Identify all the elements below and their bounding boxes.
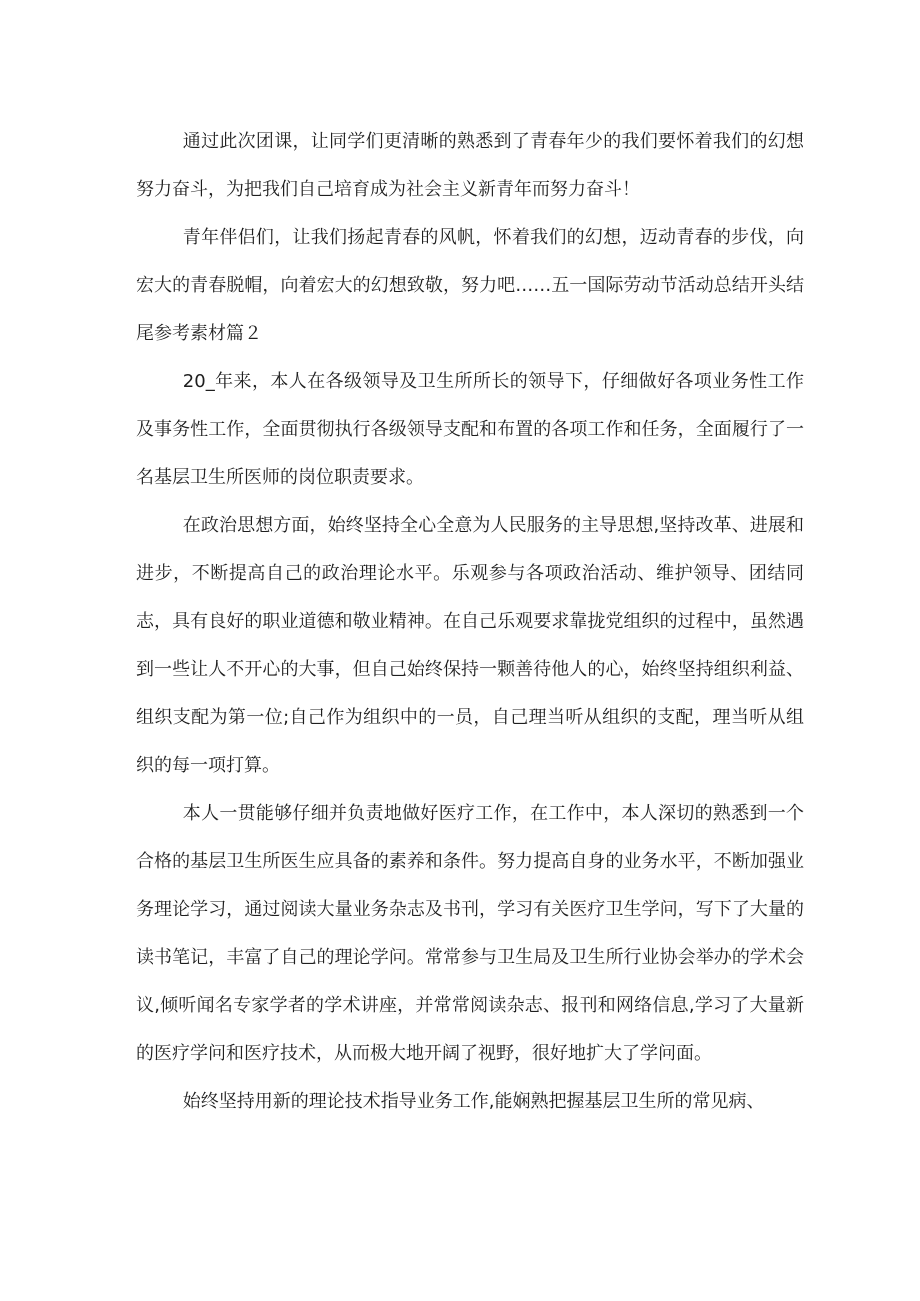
paragraph-4: 在政治思想方面，始终坚持全心全意为人民服务的主导思想,坚持改革、进展和进步，不断提高自己的政治理论水平。乐观参与各项政治活动、维护领导、团结同志，具有良好的职业道德和敬业精神。在自己乐观要求靠拢党组织的过程中，虽然遇到一些让人不开心的大事，但自己始终保持一颗善待他人的心，始终坚持组织利益、组织支配为第一位;自己作为组织中的一员，自己理当听从组织的支配，理当听从组织的每一项打算。 bbox=[136, 515, 804, 776]
paragraph-2: 青年伴侣们，让我们扬起青春的风帆，怀着我们的幻想，迈动青春的步伐，向宏大的青春脱帽，向着宏大的幻想致敬，努力吧……五一国际劳动节活动总结开头结尾参考素材篇２ bbox=[136, 227, 804, 344]
paragraph-1: 通过此次团课，让同学们更清晰的熟悉到了青春年少的我们要怀着我们的幻想努力奋斗，为把我们自己培育成为社会主义新青年而努力奋斗！ bbox=[136, 131, 804, 200]
paragraph-5: 本人一贯能够仔细并负责地做好医疗工作，在工作中，本人深切的熟悉到一个合格的基层卫生所医生应具备的素养和条件。努力提高自身的业务水平，不断加强业务理论学习，通过阅读大量业务杂志及书刊，学习有关医疗卫生学问，写下了大量的读书笔记，丰富了自己的理论学问。常常参与卫生局及卫生所行业协会举办的学术会议,倾听闻名专家学者的学术讲座，并常常阅读杂志、报刊和网络信息,学习了大量新的医疗学问和医疗技术，从而极大地开阔了视野，很好地扩大了学问面。 bbox=[136, 803, 804, 1064]
paragraph-3: 20_年来，本人在各级领导及卫生所所长的领导下，仔细做好各项业务性工作及事务性工作，全面贯彻执行各级领导支配和布置的各项工作和任务，全面履行了一名基层卫生所医师的岗位职责要求。 bbox=[136, 371, 804, 488]
paragraph-6: 始终坚持用新的理论技术指导业务工作,能娴熟把握基层卫生所的常见病、 bbox=[182, 1091, 765, 1112]
document-body bbox=[136, 118, 804, 1126]
